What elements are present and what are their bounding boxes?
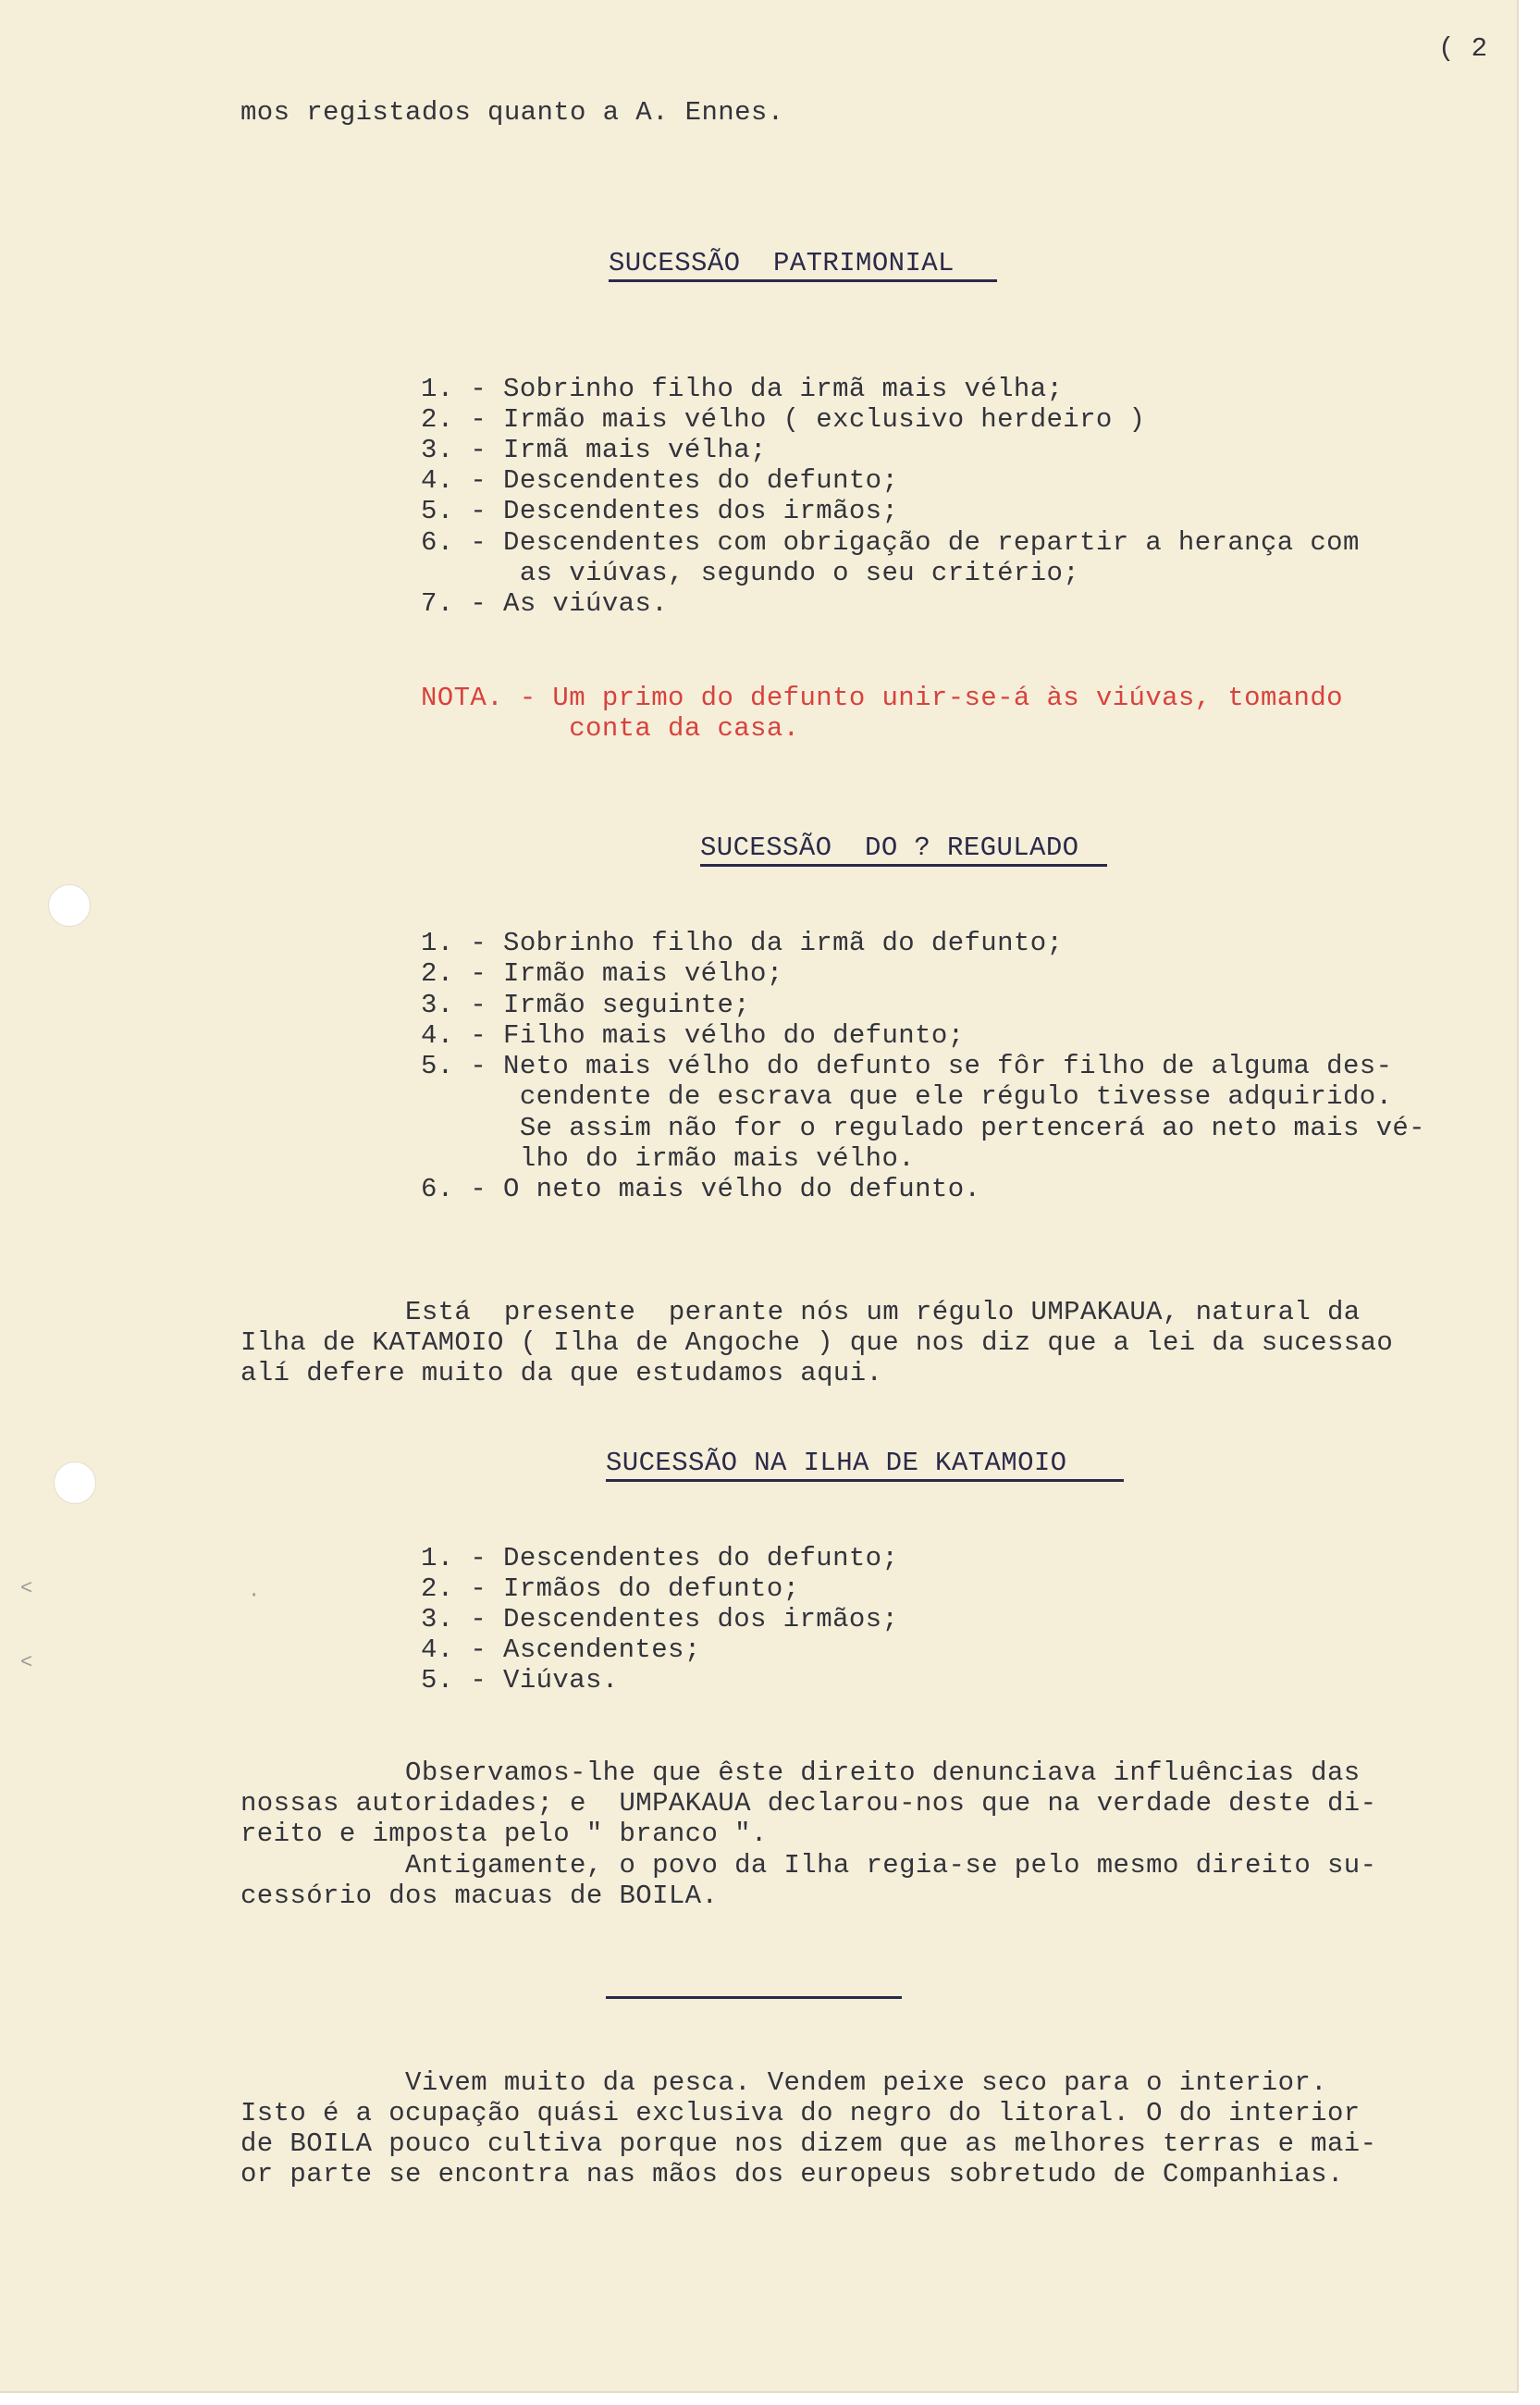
katamoio-item-5: 5. - Viúvas. [421, 1665, 619, 1696]
punch-hole-top [48, 884, 91, 927]
paragraph-3-line-1: Vivem muito da pesca. Vendem peixe seco para o interior. [240, 2067, 1327, 2098]
patrimonial-item-2: 2. - Irmão mais vélho ( exclusivo herdeiro ) [421, 404, 1146, 435]
patrimonial-item-3: 3. - Irmã mais vélha; [421, 435, 767, 465]
punch-hole-bottom [54, 1462, 96, 1504]
heading-underline [700, 864, 1107, 867]
paragraph-1-line-1: Está presente perante nós um régulo UMPAKAUA, natural da [240, 1297, 1394, 1327]
heading-sucessao-regulado: SUCESSÃO DO ? REGULADO [700, 832, 1079, 863]
heading-underline [609, 279, 997, 282]
margin-mark: < [20, 1577, 33, 1600]
margin-mark: < [20, 1651, 33, 1674]
paragraph-2-line-1: Observamos-lhe que êste direito denunciava influências das [240, 1758, 1361, 1788]
heading-sucessao-katamoio: SUCESSÃO NA ILHA DE KATAMOIO [606, 1448, 1067, 1478]
regulado-item-5: 5. - Neto mais vélho do defunto se fôr filho de alguma des- [421, 1051, 1393, 1081]
paragraph-2-line-3: reito e imposta pelo " branco ". [240, 1819, 768, 1849]
page-number: ( 2 [1438, 33, 1488, 64]
heading-underline [606, 1479, 1124, 1482]
paragraph-1-line-3: alí defere muito da que estudamos aqui. [240, 1358, 883, 1388]
paragraph-2-line-5: cessório dos macuas de BOILA. [240, 1881, 719, 1911]
regulado-item-5-cont-1: cendente de escrava que ele régulo tivesse adquirido. [421, 1081, 1393, 1112]
katamoio-item-2: 2. - Irmãos do defunto; [421, 1573, 800, 1604]
regulado-item-5-cont-2: Se assim não for o regulado pertencerá ao neto mais vé- [421, 1113, 1425, 1143]
regulado-item-6: 6. - O neto mais vélho do defunto. [421, 1174, 981, 1204]
nota-line-2: conta da casa. [421, 713, 800, 744]
paragraph-3-line-3: de BOILA pouco cultiva porque nos dizem que as melhores terras e mai- [240, 2128, 1377, 2159]
section-divider [606, 1996, 902, 1999]
paragraph-3-line-2: Isto é a ocupação quási exclusiva do negro do litoral. O do interior [240, 2098, 1361, 2128]
margin-mark: · [248, 1584, 261, 1607]
nota-line-1: NOTA. - Um primo do defunto unir-se-á às viúvas, tomando [421, 683, 1343, 713]
patrimonial-item-7: 7. - As viúvas. [421, 588, 669, 619]
paragraph-2-line-2: nossas autoridades; e UMPAKAUA declarou-nos que na verdade deste di- [240, 1788, 1377, 1819]
heading-sucessao-patrimonial: SUCESSÃO PATRIMONIAL [609, 248, 955, 278]
patrimonial-item-5: 5. - Descendentes dos irmãos; [421, 496, 899, 526]
regulado-item-1: 1. - Sobrinho filho da irmã do defunto; [421, 928, 1064, 958]
katamoio-item-3: 3. - Descendentes dos irmãos; [421, 1604, 899, 1634]
regulado-item-2: 2. - Irmão mais vélho; [421, 958, 783, 989]
regulado-item-5-cont-3: lho do irmão mais vélho. [421, 1143, 916, 1174]
paragraph-2-line-4: Antigamente, o povo da Ilha regia-se pelo mesmo direito su- [240, 1850, 1377, 1881]
patrimonial-item-6-cont: as viúvas, segundo o seu critério; [421, 558, 1080, 588]
paragraph-1-line-2: Ilha de KATAMOIO ( Ilha de Angoche ) que nos diz que a lei da sucessao [240, 1327, 1394, 1358]
patrimonial-item-6: 6. - Descendentes com obrigação de repartir a herança com [421, 527, 1360, 558]
patrimonial-item-4: 4. - Descendentes do defunto; [421, 465, 899, 496]
paragraph-3-line-4: or parte se encontra nas mãos dos europeus sobretudo de Companhias. [240, 2159, 1344, 2189]
regulado-item-3: 3. - Irmão seguinte; [421, 990, 751, 1020]
katamoio-item-4: 4. - Ascendentes; [421, 1634, 701, 1665]
katamoio-item-1: 1. - Descendentes do defunto; [421, 1543, 899, 1573]
intro-line: mos registados quanto a A. Ennes. [240, 97, 784, 128]
patrimonial-item-1: 1. - Sobrinho filho da irmã mais vélha; [421, 374, 1064, 404]
regulado-item-4: 4. - Filho mais vélho do defunto; [421, 1020, 965, 1051]
